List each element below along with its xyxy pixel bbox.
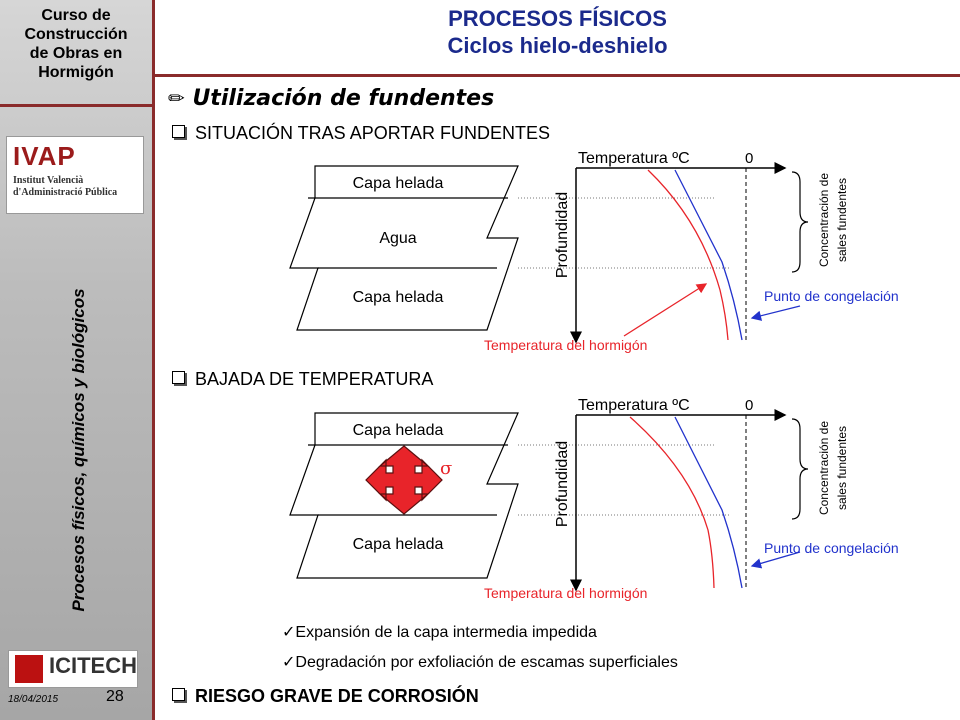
d1-concentration-line1: Concentración de <box>817 172 831 268</box>
d1-layer-mid-label: Agua <box>379 230 417 247</box>
d1-x-axis-label: Temperatura ºC <box>578 150 690 167</box>
diagram-2 <box>290 397 899 601</box>
checkmark-icon: ✓ <box>282 654 296 671</box>
check-item-2-text: Degradación por exfoliación de escamas superficiales <box>295 654 678 671</box>
d2-freeze-label: Punto de congelación <box>764 540 899 556</box>
ivap-logo-name: IVAP <box>13 141 76 171</box>
d1-temp-arrow <box>624 284 706 336</box>
d2-concentration-line1: Concentración de <box>817 420 831 516</box>
d1-freeze-arrow <box>752 306 800 318</box>
checkmark-icon: ✓ <box>282 624 296 641</box>
d1-y-axis-label: Profundidad <box>554 191 571 279</box>
diagram-1 <box>290 150 899 353</box>
d2-x-axis-label: Temperatura ºC <box>578 397 690 414</box>
sigma-symbol: σ <box>440 458 453 479</box>
d2-red-temperature-curve <box>630 417 714 588</box>
icitech-logo-name: ICITECH <box>49 653 137 678</box>
d2-y-axis-label: Profundidad <box>554 440 571 528</box>
d1-layer-bottom-label: Capa helada <box>352 289 444 306</box>
vertical-topic: Procesos físicos, químicos y biológicos <box>69 288 88 612</box>
ivap-sub-line-2: d'Administració Pública <box>13 187 118 198</box>
d1-concentration-line2: sales fundentes <box>835 177 849 263</box>
page-title: PROCESOS FÍSICOS <box>448 6 667 31</box>
d1-temp-label: Temperatura del hormigón <box>484 337 648 353</box>
pencil-icon: ✏ <box>168 86 185 110</box>
page-subtitle: Ciclos hielo-deshielo <box>447 33 668 58</box>
d2-blue-freezing-curve <box>675 417 742 588</box>
d1-brace-icon <box>792 172 808 272</box>
slide-date: 18/04/2015 <box>8 694 59 705</box>
d1-layer-top-label: Capa helada <box>352 175 444 192</box>
d2-layer-top-label: Capa helada <box>352 422 444 439</box>
d2-temp-label: Temperatura del hormigón <box>484 585 648 601</box>
d2-concentration-line2: sales fundentes <box>835 425 849 511</box>
bullet-3-text: RIESGO GRAVE DE CORROSIÓN <box>195 686 479 706</box>
bullet-2-text: BAJADA DE TEMPERATURA <box>195 369 434 389</box>
d2-layer-bottom-label: Capa helada <box>352 536 444 553</box>
slide-number: 28 <box>106 688 124 705</box>
ivap-sub-line-1: Institut Valencià <box>13 175 84 186</box>
section-heading-text: Utilización de fundentes <box>192 86 495 111</box>
course-title: Curso de Construcción de Obras en Hormigón <box>24 7 128 81</box>
bullet-1-text: SITUACIÓN TRAS APORTAR FUNDENTES <box>195 123 551 143</box>
d2-brace-icon <box>792 419 808 519</box>
d1-blue-freezing-curve <box>675 170 742 340</box>
d1-freeze-label: Punto de congelación <box>764 288 899 304</box>
check-item-1-text: Expansión de la capa intermedia impedida <box>295 624 597 641</box>
d1-zero-label: 0 <box>745 150 754 167</box>
d2-zero-label: 0 <box>745 397 754 414</box>
